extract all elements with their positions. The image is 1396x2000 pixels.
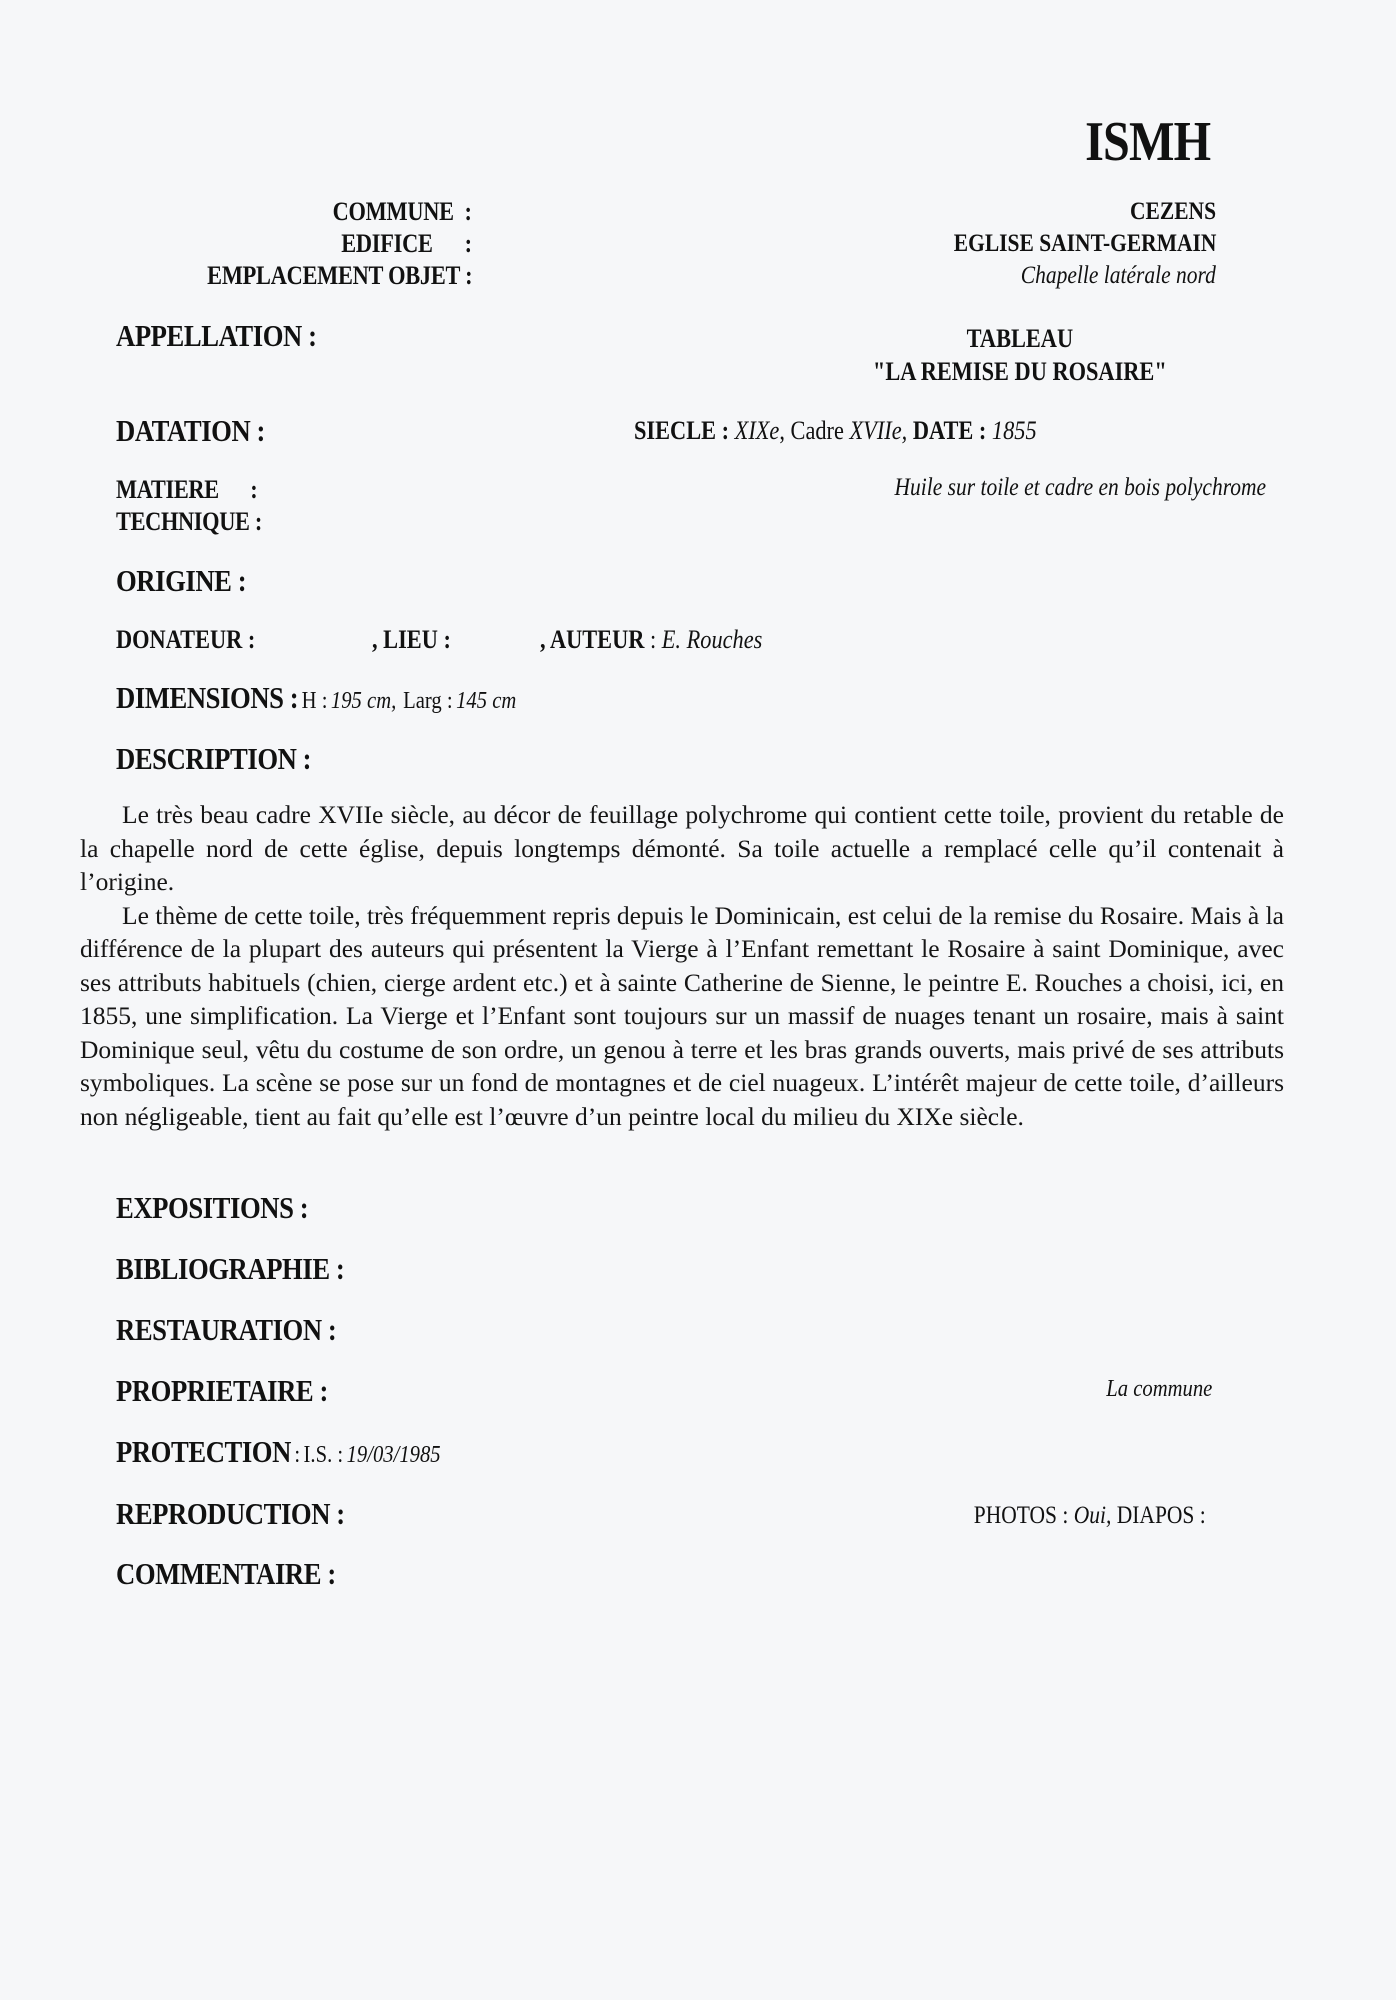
auteur-label: , AUTEUR xyxy=(540,625,645,654)
dimensions-label: DIMENSIONS : xyxy=(116,680,299,715)
description-paragraph: Le très beau cadre XVIIe siècle, au décor de feuillage polychrome qui contient cette toile, provient du retable de la chapelle nord de cette église, depuis longtemps démonté. Sa toile actuelle a remplacé celle qu’il contenait à l’origine. xyxy=(80,800,1284,896)
is-date: 19/03/1985 xyxy=(346,1442,441,1468)
donateur-label: DONATEUR : xyxy=(116,625,256,654)
date-label: DATE : xyxy=(912,416,987,445)
page-title xyxy=(1075,110,1220,174)
matiere-technique-label: MATIERE : TECHNIQUE : xyxy=(116,475,262,536)
appellation-line2: "LA REMISE DU ROSAIRE" xyxy=(873,357,1167,386)
header-values xyxy=(911,196,1216,292)
edifice-label: EDIFICE : xyxy=(341,229,472,258)
commune-value: CEZENS xyxy=(1129,198,1216,225)
proprietaire-value: La commune xyxy=(1105,1376,1212,1402)
emplacement-value: Chapelle latérale nord xyxy=(1020,262,1216,289)
description-label: DESCRIPTION : xyxy=(116,741,312,776)
height-label: H : xyxy=(301,688,328,714)
width-label: Larg : xyxy=(403,688,453,714)
reproduction-label: REPRODUCTION : xyxy=(116,1496,345,1531)
reproduction-values xyxy=(936,1502,1206,1530)
protection-row: PROTECTION : I.S. : 19/03/1985 xyxy=(116,1434,441,1469)
lieu-label: , LIEU : xyxy=(372,625,451,654)
is-label: I.S. : xyxy=(303,1442,344,1468)
emplacement-label: EMPLACEMENT OBJET : xyxy=(206,261,472,290)
cadre-label: , Cadre xyxy=(779,416,844,445)
proprietaire-label: PROPRIETAIRE : xyxy=(116,1373,328,1408)
matiere-value: Huile sur toile et cadre en bois polychrome xyxy=(894,474,1266,501)
edifice-value: EGLISE SAINT-GERMAIN xyxy=(953,230,1216,257)
appellation-value xyxy=(790,322,1250,388)
description-text xyxy=(80,798,1284,1133)
width-value: 145 cm xyxy=(456,688,517,714)
expositions-label: EXPOSITIONS : xyxy=(116,1190,309,1225)
auteur-value: E. Rouches xyxy=(661,625,763,654)
restauration-label: RESTAURATION : xyxy=(116,1312,337,1347)
date-value: 1855 xyxy=(991,416,1037,445)
protection-label: PROTECTION xyxy=(116,1434,291,1469)
siecle-value: XIXe xyxy=(734,416,780,445)
datation-values xyxy=(634,416,1102,446)
commentaire-label: COMMENTAIRE : xyxy=(116,1556,336,1591)
title-text: ISMH xyxy=(1084,111,1210,173)
appellation-line1: TABLEAU xyxy=(966,324,1074,353)
siecle-label: SIECLE : xyxy=(634,416,730,445)
technique-label: TECHNIQUE : xyxy=(116,507,262,536)
matiere-label: MATIERE xyxy=(116,475,219,504)
datation-label: DATATION : xyxy=(116,413,265,448)
commune-label: COMMUNE : xyxy=(332,197,472,226)
appellation-label: APPELLATION : xyxy=(116,318,317,353)
header-labels xyxy=(100,196,472,292)
description-paragraph: Le thème de cette toile, très fréquemment repris depuis le Dominicain, est celui de la remise du Rosaire. Mais à la différence de la plupart des auteurs qui présentent la Vierge à l’Enfant remettant le Rosaire à saint Dominique, avec ses attributs habituels (chien, cierge ardent etc.) et à sainte Catherine de Sienne, le peintre E. Rouches a choisi, ici, en 1855, une simplification. La Vierge et l’Enfant sont toujours sur un massif de nuages tenant un rosaire, mais à saint Dominique seul, vêtu du costume de son ordre, un genou à terre et les bras grands ouverts, mais privé de ses attributs symboliques. La scène se pose sur un fond de montagnes et de ciel nuageux. L’intérêt majeur de cette toile, d’ailleurs non négligeable, tient au fait qu’elle est l’œuvre d’un peintre local du milieu du XIXe siècle. xyxy=(80,900,1284,1131)
dimensions-row xyxy=(116,680,581,716)
origine-label: ORIGINE : xyxy=(116,563,247,598)
bibliographie-label: BIBLIOGRAPHIE : xyxy=(116,1251,345,1286)
height-value: 195 cm, xyxy=(330,688,397,714)
photos-value: Oui, xyxy=(1073,1502,1112,1529)
photos-label: PHOTOS : xyxy=(974,1502,1069,1529)
cadre-value: XVIIe, xyxy=(849,416,908,445)
diapos-label: DIAPOS : xyxy=(1116,1502,1206,1529)
donateur-row: DONATEUR : , LIEU : , AUTEUR : E. Rouches xyxy=(116,625,763,654)
